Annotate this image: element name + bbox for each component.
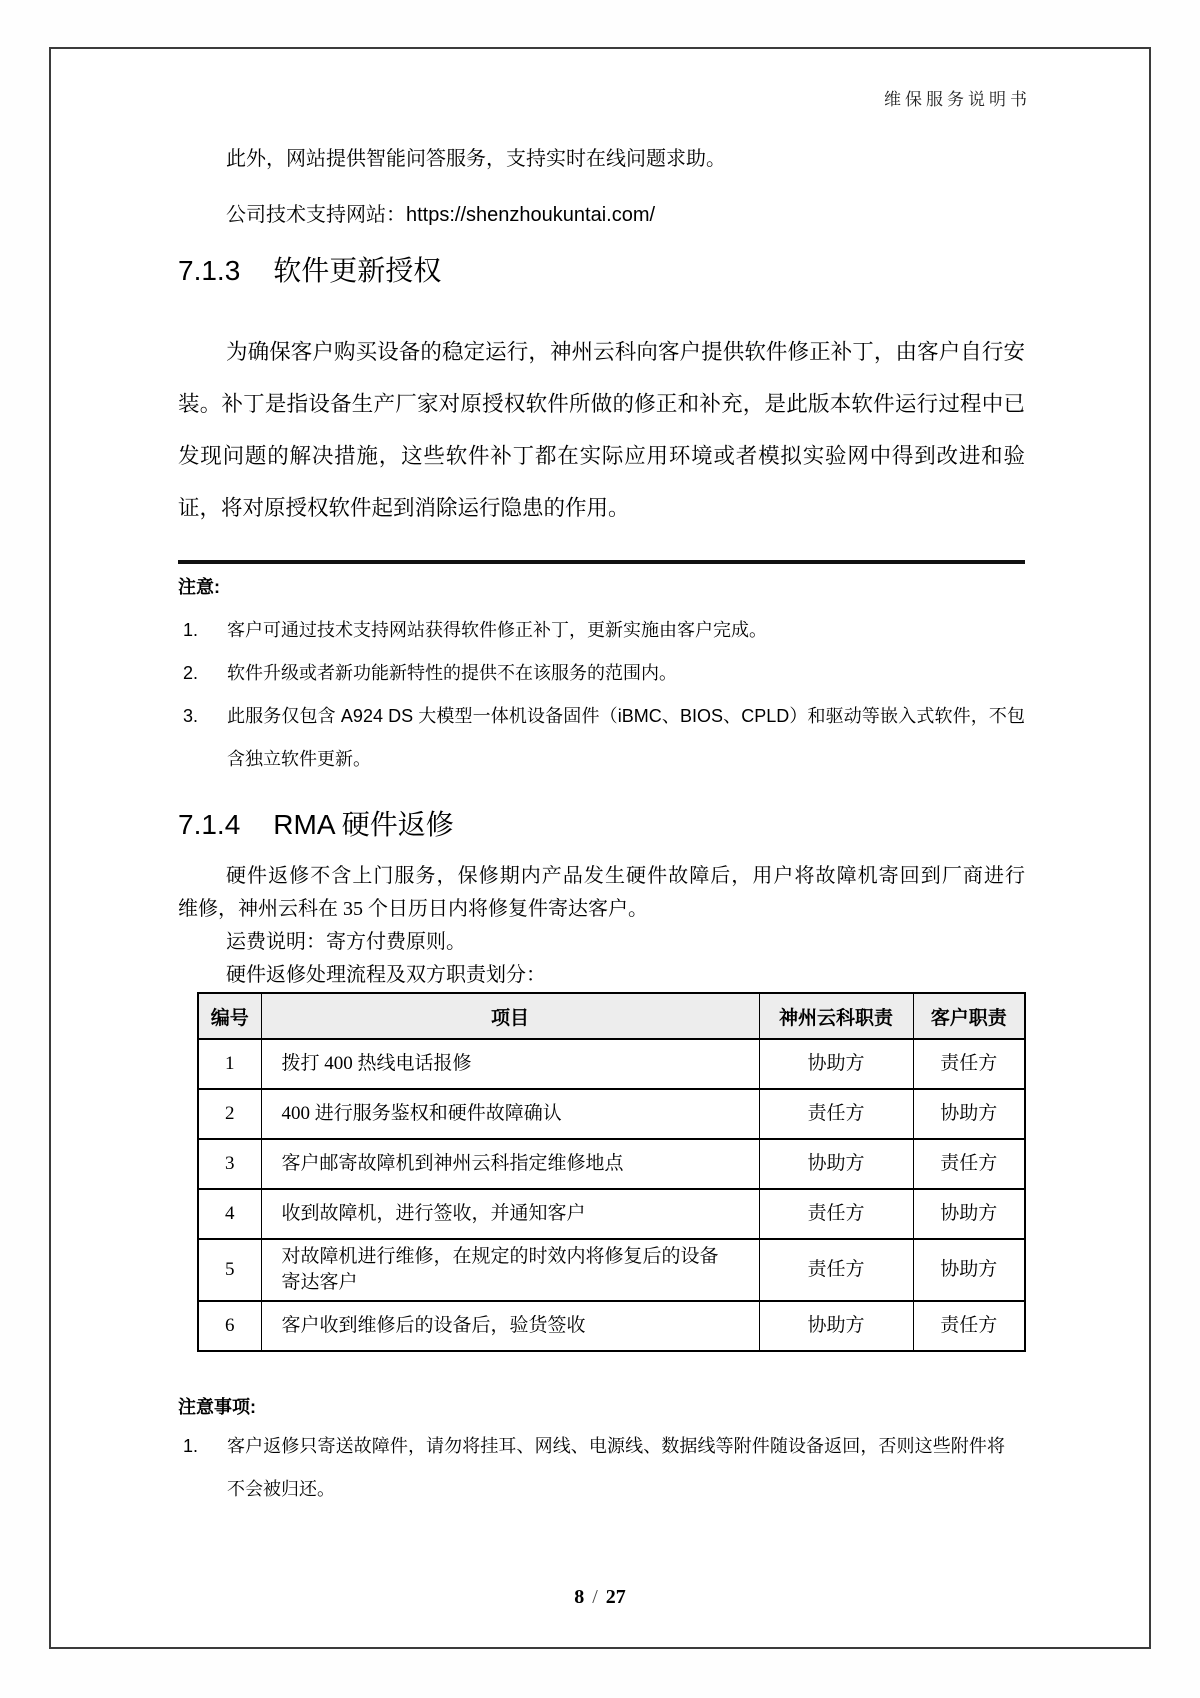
table-header-row bbox=[198, 993, 1025, 1039]
cell-item: 收到故障机，进行签收，并通知客户 bbox=[261, 1189, 759, 1239]
cell-customer: 责任方 bbox=[913, 1139, 1025, 1189]
cell-number: 2 bbox=[198, 1089, 261, 1139]
cell-customer: 责任方 bbox=[913, 1039, 1025, 1089]
heading-title: RMA 硬件返修 bbox=[273, 809, 454, 840]
table-row bbox=[198, 1301, 1025, 1351]
notice-text: 客户返修只寄送故障件，请勿将挂耳、网线、电源线、数据线等附件随设备返回，否则这些附件将不会被归还。 bbox=[227, 1436, 1005, 1499]
note-number: 1. bbox=[183, 620, 199, 640]
cell-customer: 协助方 bbox=[913, 1189, 1025, 1239]
cell-number: 4 bbox=[198, 1189, 261, 1239]
table-row bbox=[198, 1089, 1025, 1139]
cell-customer: 协助方 bbox=[913, 1239, 1025, 1301]
shipping-note: 运费说明：寄方付费原则。 bbox=[226, 931, 466, 953]
table-intro: 硬件返修处理流程及双方职责划分： bbox=[226, 964, 546, 986]
table-row bbox=[198, 1239, 1025, 1301]
cell-number: 6 bbox=[198, 1301, 261, 1351]
heading-number: 7.1.4 bbox=[178, 809, 241, 840]
notice-number: 1. bbox=[183, 1436, 199, 1456]
responsibility-table bbox=[197, 992, 1026, 1352]
table-header-cell: 客户职责 bbox=[913, 993, 1025, 1039]
body-line: 证，将对原授权软件起到消除运行隐患的作用。 bbox=[178, 496, 630, 520]
support-site-label: 公司技术支持网站： bbox=[226, 204, 406, 226]
notices-list bbox=[178, 1425, 1025, 1511]
cell-customer: 责任方 bbox=[913, 1301, 1025, 1351]
note-text: 软件升级或者新功能新特性的提供不在该服务的范围内。 bbox=[227, 663, 677, 683]
table-header-cell: 项目 bbox=[261, 993, 759, 1039]
notice-item bbox=[178, 1425, 1005, 1511]
note-number: 2. bbox=[183, 663, 199, 683]
cell-vendor: 协助方 bbox=[759, 1139, 913, 1189]
section-heading-714 bbox=[178, 805, 1025, 845]
cell-number: 1 bbox=[198, 1039, 261, 1089]
cell-number: 5 bbox=[198, 1239, 261, 1301]
cell-item: 客户邮寄故障机到神州云科指定维修地点 bbox=[261, 1139, 759, 1189]
cell-vendor: 责任方 bbox=[759, 1089, 913, 1139]
cell-item: 400 进行服务鉴权和硬件故障确认 bbox=[261, 1089, 759, 1139]
cell-customer: 协助方 bbox=[913, 1089, 1025, 1139]
cell-vendor: 责任方 bbox=[759, 1239, 913, 1301]
table-header-cell: 编号 bbox=[198, 993, 261, 1039]
divider-rule bbox=[178, 560, 1025, 564]
body-paragraph-713 bbox=[178, 326, 1025, 534]
notes-list bbox=[178, 609, 1025, 781]
table-row bbox=[198, 1139, 1025, 1189]
note-item bbox=[178, 652, 1025, 695]
table-row bbox=[198, 1039, 1025, 1089]
table-header-cell: 神州云科职责 bbox=[759, 993, 913, 1039]
rma-paragraph-line: 硬件返修不含上门服务，保修期内产品发生硬件故障后，用户将故障机寄回到厂商进行 bbox=[226, 865, 1025, 887]
rma-paragraph-line: 维修，神州云科在 35 个日历日内将修复件寄达客户。 bbox=[178, 898, 648, 920]
page bbox=[49, 47, 1151, 1649]
support-site-paragraph bbox=[178, 201, 1073, 229]
note-number: 3. bbox=[183, 706, 199, 726]
page-footer bbox=[51, 1585, 1149, 1609]
note-item bbox=[178, 695, 1025, 781]
body-line: 为确保客户购买设备的稳定运行，神州云科向客户提供软件修正补丁，由客户自行安 bbox=[226, 340, 1025, 364]
cell-number: 3 bbox=[198, 1139, 261, 1189]
page-number-separator: / bbox=[592, 1586, 598, 1608]
cell-item: 客户收到维修后的设备后，验货签收 bbox=[261, 1301, 759, 1351]
section-heading-713 bbox=[178, 251, 1025, 291]
cell-item: 拨打 400 热线电话报修 bbox=[261, 1039, 759, 1089]
support-site-url: https://shenzhoukuntai.com/ bbox=[406, 204, 656, 226]
rma-paragraph-block bbox=[178, 860, 1025, 992]
page-number-current: 8 bbox=[574, 1586, 585, 1608]
cell-vendor: 协助方 bbox=[759, 1301, 913, 1351]
intro-paragraph: 此外，网站提供智能问答服务，支持实时在线问题求助。 bbox=[226, 148, 726, 170]
heading-title: 软件更新授权 bbox=[273, 255, 442, 286]
cell-vendor: 协助方 bbox=[759, 1039, 913, 1089]
body-line: 发现问题的解决措施，这些软件补丁都在实际应用环境或者模拟实验网中得到改进和验 bbox=[178, 444, 1025, 468]
note-text: 此服务仅包含 A924 DS 大模型一体机设备固件（iBMC、BIOS、CPLD）和驱动等嵌入式软件，不包含独立软件更新。 bbox=[227, 706, 1025, 769]
cell-vendor: 责任方 bbox=[759, 1189, 913, 1239]
cell-item: 对故障机进行维修，在规定的时效内将修复后的设备寄达客户 bbox=[261, 1239, 759, 1301]
running-header: 维保服务说明书 bbox=[884, 90, 1031, 109]
note-item bbox=[178, 609, 1025, 652]
heading-number: 7.1.3 bbox=[178, 255, 241, 286]
page-number-total: 27 bbox=[605, 1586, 626, 1608]
table-row bbox=[198, 1189, 1025, 1239]
note-text: 客户可通过技术支持网站获得软件修正补丁，更新实施由客户完成。 bbox=[227, 620, 767, 640]
note-label: 注意: bbox=[178, 577, 220, 597]
body-line: 装。补丁是指设备生产厂家对原授权软件所做的修正和补充，是此版本软件运行过程中已 bbox=[178, 392, 1025, 416]
notice-label: 注意事项: bbox=[178, 1397, 256, 1417]
